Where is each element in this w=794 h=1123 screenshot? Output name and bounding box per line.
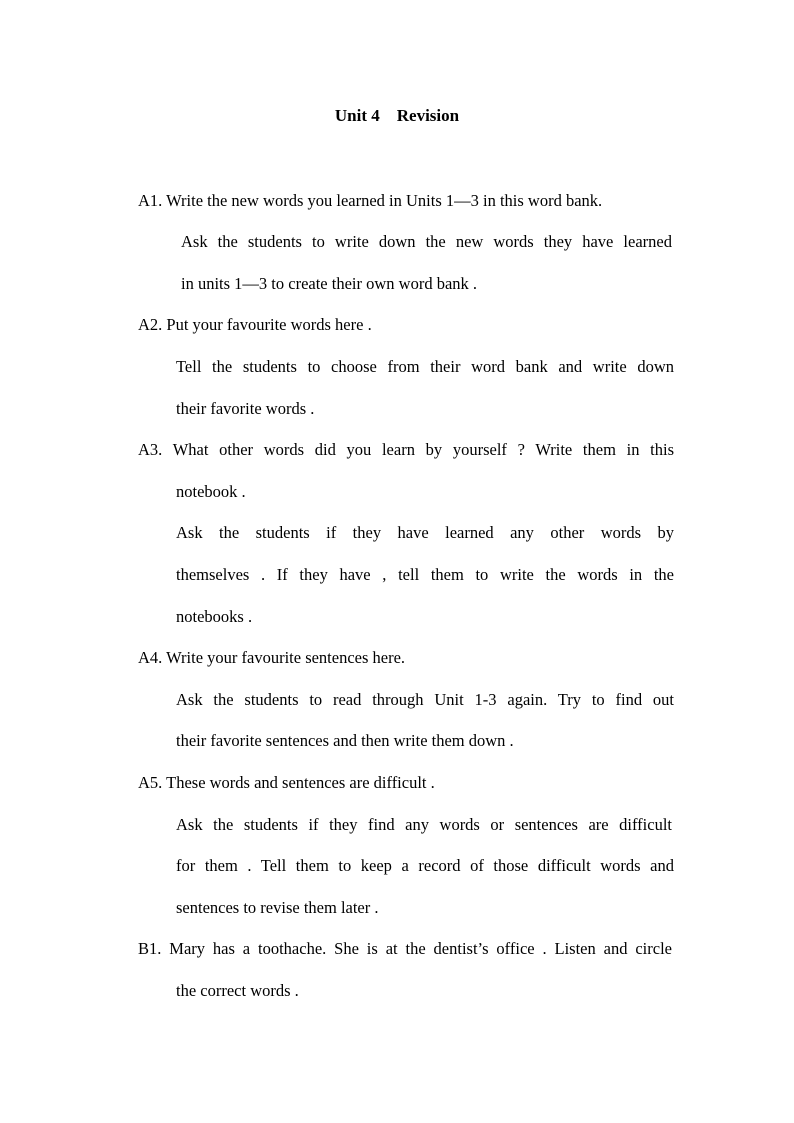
item-label-a3: A3. What other words did you learn by yourself ? Write them in this xyxy=(138,440,674,459)
item-body-a5-line-1: Ask the students if they find any words or sentences are difficult xyxy=(176,815,672,834)
item-body-a3-line-2: themselves . If they have , tell them to write the words in the xyxy=(176,565,674,584)
item-label-a4: A4. Write your favourite sentences here. xyxy=(138,648,406,667)
item-body-a5-line-2: for them . Tell them to keep a record of those difficult words and xyxy=(176,856,674,875)
item-body-a2-line-1: Tell the students to choose from their word bank and write down xyxy=(176,357,674,376)
item-body-a5-line-3: sentences to revise them later . xyxy=(176,898,379,917)
item-label-b1: B1. Mary has a toothache. She is at the dentist’s office . Listen and circle xyxy=(138,939,672,958)
item-label-a1: A1. Write the new words you learned in Units 1—3 in this word bank. xyxy=(138,191,603,210)
item-body-a3-line-3: notebooks . xyxy=(176,607,253,626)
item-label-a2: A2. Put your favourite words here . xyxy=(138,315,372,334)
item-body-a3-line-1: Ask the students if they have learned any other words by xyxy=(176,523,674,542)
item-label-b1-cont: the correct words . xyxy=(176,981,299,1000)
page-title: Unit 4 Revision xyxy=(334,106,460,125)
item-body-a4-line-1: Ask the students to read through Unit 1-3 again. Try to find out xyxy=(176,690,674,709)
item-label-a3-cont: notebook . xyxy=(176,482,246,501)
item-body-a1-line-1: Ask the students to write down the new words they have learned xyxy=(181,232,672,251)
item-body-a2-line-2: their favorite words . xyxy=(176,399,315,418)
item-label-a5: A5. These words and sentences are difficult . xyxy=(138,773,435,792)
item-body-a4-line-2: their favorite sentences and then write them down . xyxy=(176,731,514,750)
item-body-a1-line-2: in units 1—3 to create their own word bank . xyxy=(181,274,478,293)
